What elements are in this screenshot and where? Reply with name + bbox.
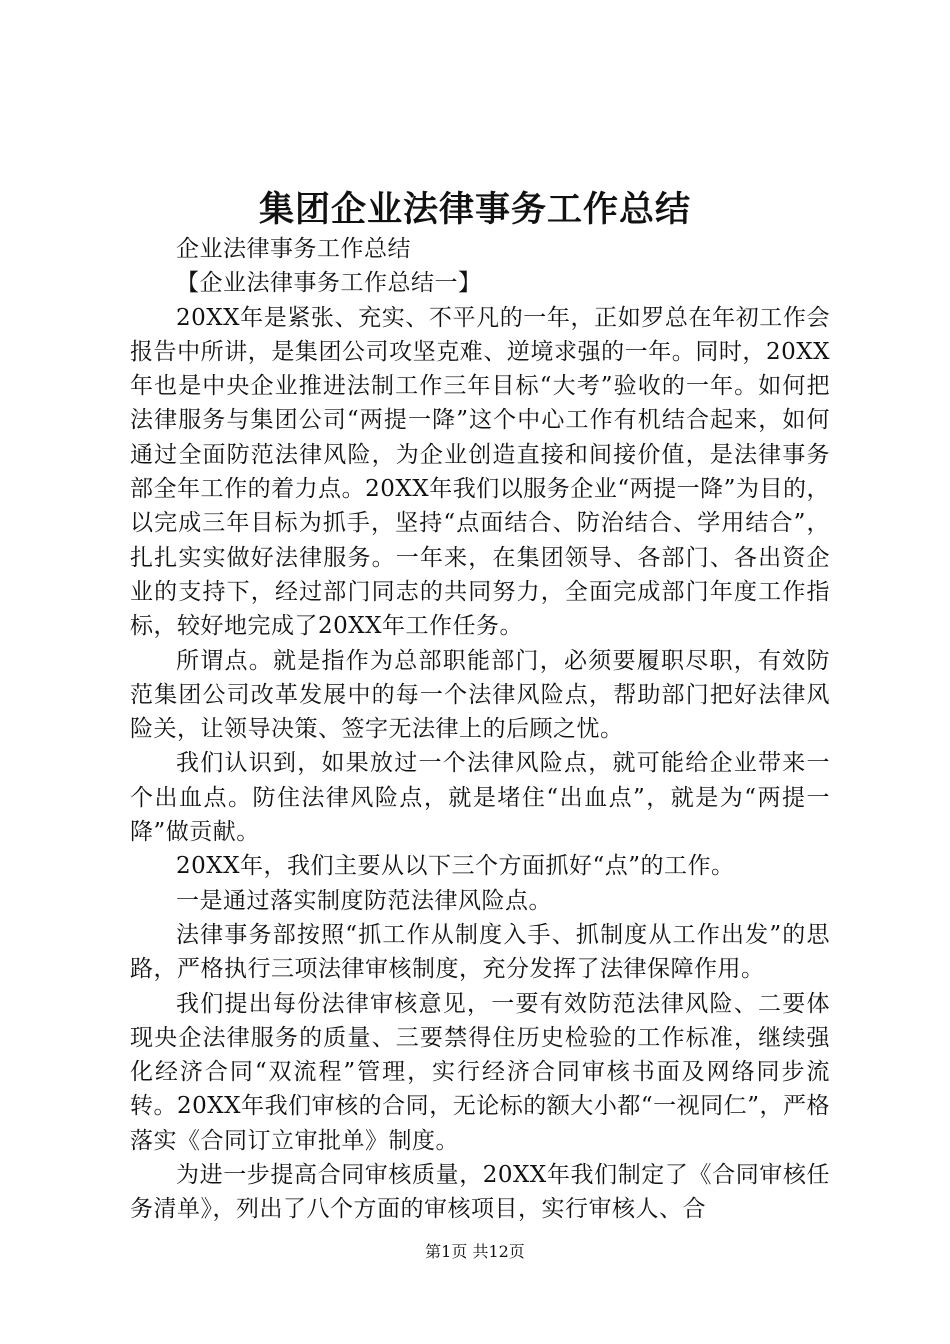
page-number-footer: 第1页 共12页 xyxy=(425,1242,525,1261)
paragraph-6: 法律事务部按照“抓工作从制度入手、抓制度从工作出发”的思路，严格执行三项法律审核制度，充分发挥了法律保障作用。 xyxy=(130,921,830,983)
paragraph-7: 我们提出每份法律审核意见，一要有效防范法律风险、二要体现央企法律服务的质量、三要禁得住历史检验的工作标准，继续强化经济合同“双流程”管理，实行经济合同审核书面及网络同步流转。20XX年我们审核的合同，无论标的额大小都“一视同仁”，严格落实《合同订立审批单》制度。 xyxy=(130,990,830,1154)
paragraph-1: 20XX年是紧张、充实、不平凡的一年，正如罗总在年初工作会报告中所讲，是集团公司攻坚克难、逆境求强的一年。同时，20XX年也是中央企业推进法制工作三年目标“大考”验收的一年。如何把法律服务与集团公司“两提一降”这个中心工作有机结合起来，如何通过全面防范法律风险，为企业创造直接和间接价值，是法律事务部全年工作的着力点。20XX年我们以服务企业“两提一降”为目的，以完成三年目标为抓手，坚持“点面结合、防治结合、学用结合”，扎扎实实做好法律服务。一年来，在集团领导、各部门、各出资企业的支持下，经过部门同志的共同努力，全面完成部门年度工作指标，较好地完成了20XX年工作任务。 xyxy=(130,304,830,640)
paragraph-3: 我们认识到，如果放过一个法律风险点，就可能给企业带来一个出血点。防住法律风险点，就是堵住“出血点”，就是为“两提一降”做贡献。 xyxy=(130,750,830,846)
paragraph-8: 为进一步提高合同审核质量，20XX年我们制定了《合同审核任务清单》，列出了八个方面的审核项目，实行审核人、合 xyxy=(130,1162,830,1223)
section-heading: 【企业法律事务工作总结一】 xyxy=(176,270,482,297)
document-body xyxy=(130,232,830,1227)
paragraph-5: 一是通过落实制度防范法律风险点。 xyxy=(176,887,552,914)
document-title: 集团企业法律事务工作总结 xyxy=(258,189,691,230)
document-subtitle: 企业法律事务工作总结 xyxy=(176,236,411,262)
paragraph-2: 所谓点。就是指作为总部职能部门，必须要履职尽职，有效防范集团公司改革发展中的每一个法律风险点，帮助部门把好法律风险关，让领导决策、签字无法律上的后顾之忧。 xyxy=(130,647,830,743)
paragraph-4: 20XX年，我们主要从以下三个方面抓好“点”的工作。 xyxy=(176,853,735,880)
